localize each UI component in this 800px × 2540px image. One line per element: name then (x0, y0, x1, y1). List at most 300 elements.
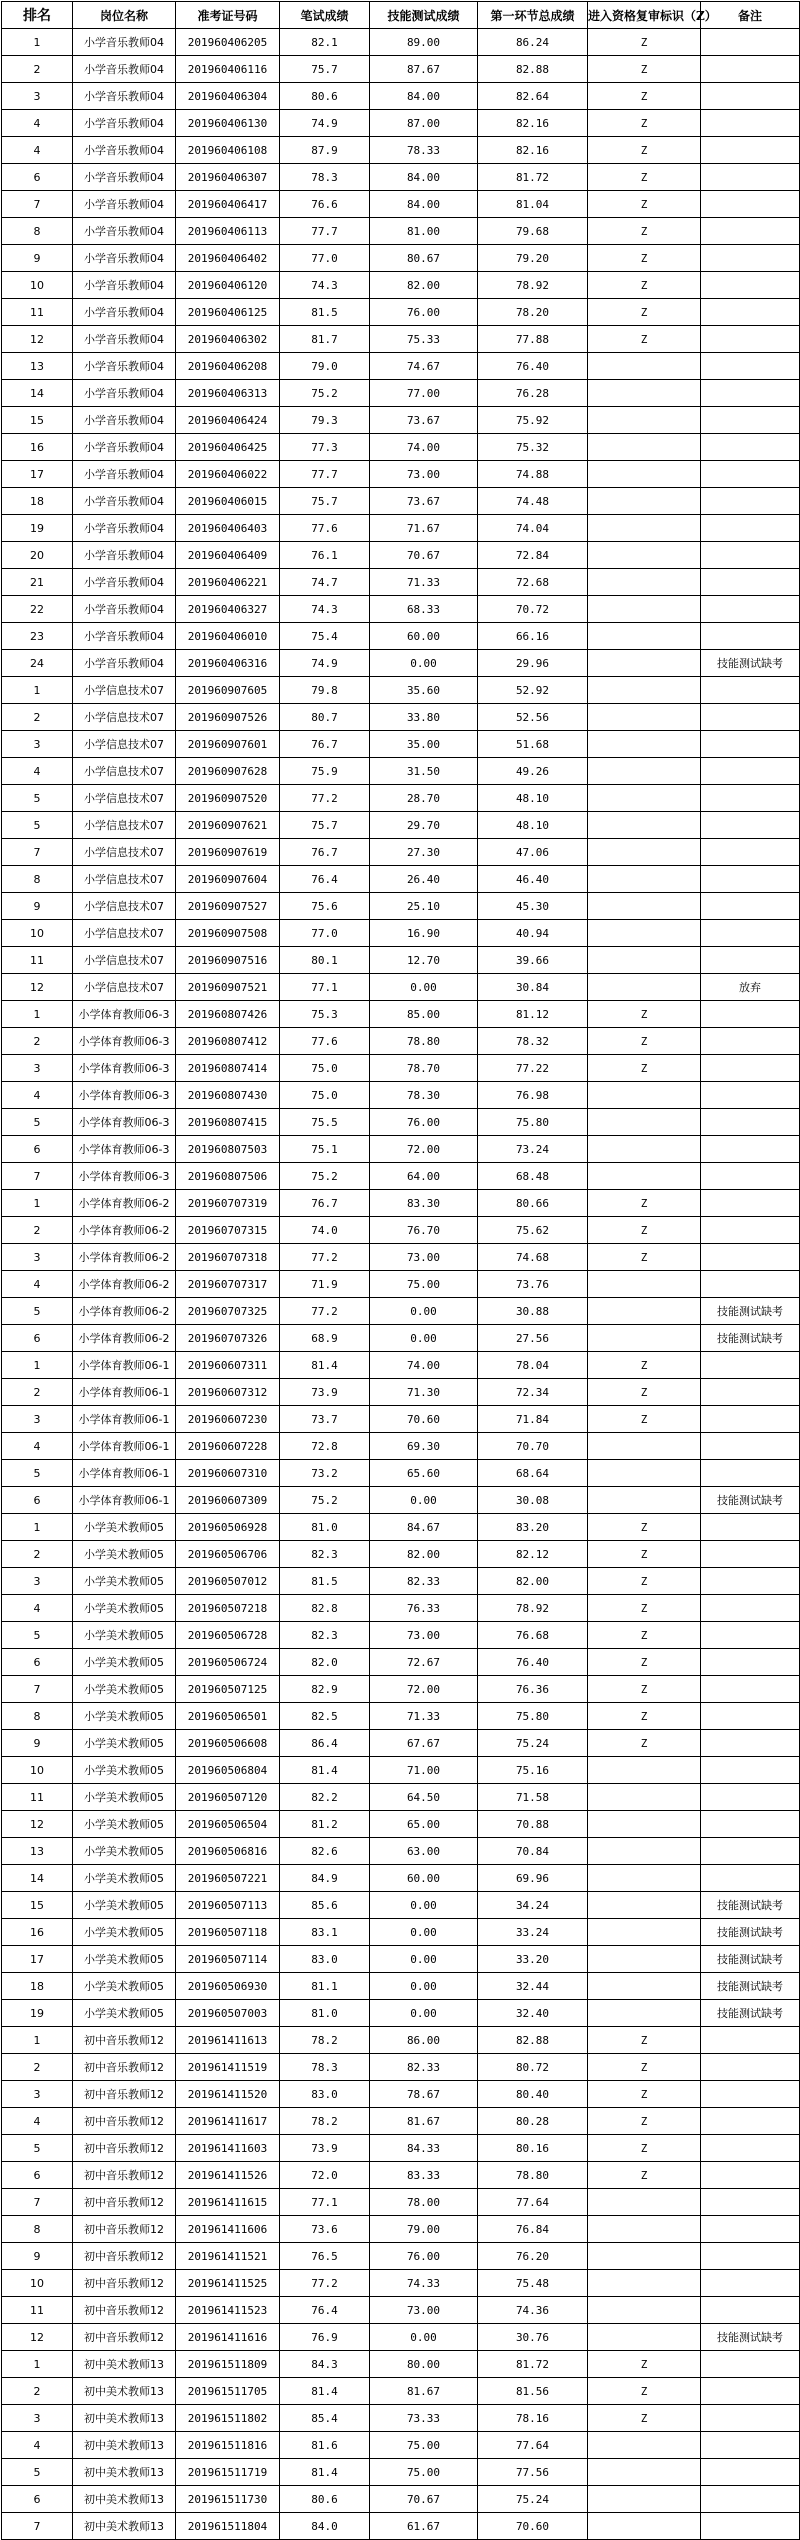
ticket-number-cell: 201961411520 (176, 2081, 280, 2108)
written-score-cell: 73.9 (280, 1379, 370, 1406)
remarks-cell (701, 1622, 800, 1649)
rank-cell: 6 (2, 2162, 73, 2189)
review-mark-cell: Z (588, 110, 701, 137)
written-score-cell: 68.9 (280, 1325, 370, 1352)
table-row (2, 2108, 800, 2135)
position-cell: 小学信息技术07 (73, 866, 176, 893)
skill-score-cell: 78.67 (370, 2081, 478, 2108)
table-row (2, 758, 800, 785)
skill-score-cell: 70.60 (370, 1406, 478, 1433)
table-row (2, 29, 800, 56)
position-cell: 小学音乐教师04 (73, 164, 176, 191)
skill-score-cell: 75.00 (370, 1271, 478, 1298)
position-cell: 初中美术教师13 (73, 2378, 176, 2405)
rank-cell: 10 (2, 2270, 73, 2297)
total-score-cell: 48.10 (478, 812, 588, 839)
ticket-number-cell: 201960507118 (176, 1919, 280, 1946)
table-row (2, 1784, 800, 1811)
skill-score-cell: 82.33 (370, 1568, 478, 1595)
review-mark-cell (588, 785, 701, 812)
skill-score-cell: 84.67 (370, 1514, 478, 1541)
total-score-cell: 82.88 (478, 2027, 588, 2054)
table-row (2, 1163, 800, 1190)
position-cell: 小学体育教师06-1 (73, 1352, 176, 1379)
ticket-number-cell: 201960907621 (176, 812, 280, 839)
ticket-number-cell: 201961411613 (176, 2027, 280, 2054)
skill-score-cell: 71.67 (370, 515, 478, 542)
ticket-number-cell: 201960907526 (176, 704, 280, 731)
total-score-cell: 76.40 (478, 353, 588, 380)
rank-cell: 6 (2, 1325, 73, 1352)
header-ticket-number: 准考证号码 (176, 2, 280, 29)
table-row (2, 1946, 800, 1973)
written-score-cell: 82.3 (280, 1541, 370, 1568)
position-cell: 初中美术教师13 (73, 2513, 176, 2540)
ticket-number-cell: 201961411617 (176, 2108, 280, 2135)
ticket-number-cell: 201960707319 (176, 1190, 280, 1217)
skill-score-cell: 80.00 (370, 2351, 478, 2378)
skill-score-cell: 80.67 (370, 245, 478, 272)
review-mark-cell (588, 461, 701, 488)
written-score-cell: 78.3 (280, 164, 370, 191)
table-row (2, 866, 800, 893)
table-row (2, 596, 800, 623)
skill-score-cell: 75.00 (370, 2459, 478, 2486)
written-score-cell: 79.8 (280, 677, 370, 704)
skill-score-cell: 74.00 (370, 434, 478, 461)
position-cell: 初中音乐教师12 (73, 2216, 176, 2243)
remarks-cell (701, 1838, 800, 1865)
skill-score-cell: 87.00 (370, 110, 478, 137)
rank-cell: 5 (2, 1109, 73, 1136)
review-mark-cell (588, 596, 701, 623)
rank-cell: 20 (2, 542, 73, 569)
table-row (2, 2459, 800, 2486)
remarks-cell (701, 110, 800, 137)
ticket-number-cell: 201960907520 (176, 785, 280, 812)
position-cell: 小学体育教师06-1 (73, 1460, 176, 1487)
table-row (2, 1595, 800, 1622)
rank-cell: 14 (2, 1865, 73, 1892)
position-cell: 小学美术教师05 (73, 1649, 176, 1676)
position-cell: 小学音乐教师04 (73, 353, 176, 380)
remarks-cell (701, 488, 800, 515)
rank-cell: 1 (2, 1352, 73, 1379)
position-cell: 小学音乐教师04 (73, 407, 176, 434)
table-row (2, 2162, 800, 2189)
ticket-number-cell: 201960406113 (176, 218, 280, 245)
total-score-cell: 70.60 (478, 2513, 588, 2540)
ticket-number-cell: 201960406125 (176, 299, 280, 326)
written-score-cell: 77.1 (280, 2189, 370, 2216)
position-cell: 小学信息技术07 (73, 839, 176, 866)
remarks-cell (701, 1406, 800, 1433)
total-score-cell: 80.72 (478, 2054, 588, 2081)
remarks-cell (701, 893, 800, 920)
remarks-cell (701, 83, 800, 110)
rank-cell: 2 (2, 2054, 73, 2081)
position-cell: 小学音乐教师04 (73, 461, 176, 488)
review-mark-cell: Z (588, 2135, 701, 2162)
ticket-number-cell: 201960907601 (176, 731, 280, 758)
review-mark-cell (588, 1271, 701, 1298)
rank-cell: 24 (2, 650, 73, 677)
written-score-cell: 82.2 (280, 1784, 370, 1811)
remarks-cell: 技能测试缺考 (701, 1946, 800, 1973)
table-row (2, 947, 800, 974)
review-mark-cell (588, 731, 701, 758)
skill-score-cell: 68.33 (370, 596, 478, 623)
written-score-cell: 74.3 (280, 596, 370, 623)
skill-score-cell: 83.33 (370, 2162, 478, 2189)
position-cell: 小学信息技术07 (73, 758, 176, 785)
total-score-cell: 75.24 (478, 2486, 588, 2513)
table-row (2, 893, 800, 920)
skill-score-cell: 60.00 (370, 1865, 478, 1892)
total-score-cell: 73.24 (478, 1136, 588, 1163)
review-mark-cell: Z (588, 272, 701, 299)
header-row (2, 2, 800, 29)
ticket-number-cell: 201960506928 (176, 1514, 280, 1541)
review-mark-cell (588, 515, 701, 542)
ticket-number-cell: 201960807506 (176, 1163, 280, 1190)
header-written-score: 笔试成绩 (280, 2, 370, 29)
review-mark-cell (588, 1136, 701, 1163)
skill-score-cell: 84.33 (370, 2135, 478, 2162)
review-mark-cell: Z (588, 1730, 701, 1757)
ticket-number-cell: 201960807412 (176, 1028, 280, 1055)
total-score-cell: 80.40 (478, 2081, 588, 2108)
written-score-cell: 74.3 (280, 272, 370, 299)
remarks-cell (701, 1217, 800, 1244)
review-mark-cell: Z (588, 191, 701, 218)
review-mark-cell: Z (588, 2108, 701, 2135)
position-cell: 小学体育教师06-2 (73, 1325, 176, 1352)
ticket-number-cell: 201960406409 (176, 542, 280, 569)
rank-cell: 4 (2, 2108, 73, 2135)
rank-cell: 6 (2, 1487, 73, 1514)
remarks-cell (701, 677, 800, 704)
total-score-cell: 75.24 (478, 1730, 588, 1757)
remarks-cell (701, 731, 800, 758)
written-score-cell: 75.0 (280, 1082, 370, 1109)
table-row (2, 623, 800, 650)
position-cell: 小学美术教师05 (73, 1865, 176, 1892)
ticket-number-cell: 201960507003 (176, 2000, 280, 2027)
ticket-number-cell: 201961411606 (176, 2216, 280, 2243)
skill-score-cell: 72.67 (370, 1649, 478, 1676)
total-score-cell: 33.20 (478, 1946, 588, 1973)
written-score-cell: 81.4 (280, 1757, 370, 1784)
remarks-cell (701, 2108, 800, 2135)
rank-cell: 17 (2, 1946, 73, 1973)
skill-score-cell: 76.70 (370, 1217, 478, 1244)
skill-score-cell: 78.33 (370, 137, 478, 164)
rank-cell: 3 (2, 1568, 73, 1595)
total-score-cell: 82.16 (478, 137, 588, 164)
rank-cell: 4 (2, 110, 73, 137)
remarks-cell (701, 1541, 800, 1568)
written-score-cell: 77.2 (280, 1298, 370, 1325)
ticket-number-cell: 201960507012 (176, 1568, 280, 1595)
ticket-number-cell: 201960406425 (176, 434, 280, 461)
position-cell: 小学体育教师06-1 (73, 1433, 176, 1460)
total-score-cell: 73.76 (478, 1271, 588, 1298)
table-row (2, 1757, 800, 1784)
review-mark-cell: Z (588, 1514, 701, 1541)
position-cell: 小学音乐教师04 (73, 218, 176, 245)
remarks-cell (701, 2486, 800, 2513)
review-mark-cell: Z (588, 1622, 701, 1649)
table-row (2, 2513, 800, 2540)
total-score-cell: 48.10 (478, 785, 588, 812)
remarks-cell (701, 1460, 800, 1487)
position-cell: 小学音乐教师04 (73, 191, 176, 218)
ticket-number-cell: 201960506724 (176, 1649, 280, 1676)
remarks-cell: 技能测试缺考 (701, 650, 800, 677)
rank-cell: 9 (2, 1730, 73, 1757)
table-row (2, 1838, 800, 1865)
table-row (2, 2270, 800, 2297)
table-row (2, 2324, 800, 2351)
table-row (2, 1487, 800, 1514)
position-cell: 小学信息技术07 (73, 704, 176, 731)
table-row (2, 1568, 800, 1595)
remarks-cell (701, 569, 800, 596)
table-row (2, 920, 800, 947)
skill-score-cell: 78.30 (370, 1082, 478, 1109)
skill-score-cell: 73.00 (370, 461, 478, 488)
table-row (2, 677, 800, 704)
table-row (2, 353, 800, 380)
review-mark-cell (588, 1163, 701, 1190)
remarks-cell (701, 947, 800, 974)
ticket-number-cell: 201960907527 (176, 893, 280, 920)
table-row (2, 164, 800, 191)
skill-score-cell: 33.80 (370, 704, 478, 731)
ticket-number-cell: 201960507120 (176, 1784, 280, 1811)
rank-cell: 1 (2, 1514, 73, 1541)
skill-score-cell: 87.67 (370, 56, 478, 83)
review-mark-cell: Z (588, 2351, 701, 2378)
skill-score-cell: 64.50 (370, 1784, 478, 1811)
ticket-number-cell: 201960506706 (176, 1541, 280, 1568)
position-cell: 初中音乐教师12 (73, 2270, 176, 2297)
rank-cell: 19 (2, 2000, 73, 2027)
table-row (2, 1055, 800, 1082)
skill-score-cell: 75.33 (370, 326, 478, 353)
total-score-cell: 70.88 (478, 1811, 588, 1838)
table-row (2, 2351, 800, 2378)
position-cell: 初中音乐教师12 (73, 2189, 176, 2216)
review-mark-cell (588, 1865, 701, 1892)
written-score-cell: 75.2 (280, 1163, 370, 1190)
rank-cell: 5 (2, 812, 73, 839)
header-remarks: 备注 (701, 2, 800, 29)
review-mark-cell (588, 2243, 701, 2270)
position-cell: 小学音乐教师04 (73, 515, 176, 542)
rank-cell: 19 (2, 515, 73, 542)
table-row (2, 839, 800, 866)
table-row (2, 1028, 800, 1055)
review-mark-cell (588, 866, 701, 893)
rank-cell: 18 (2, 488, 73, 515)
position-cell: 小学信息技术07 (73, 812, 176, 839)
written-score-cell: 74.9 (280, 650, 370, 677)
review-mark-cell: Z (588, 326, 701, 353)
table-row (2, 974, 800, 1001)
ticket-number-cell: 201960406108 (176, 137, 280, 164)
rank-cell: 2 (2, 56, 73, 83)
total-score-cell: 75.80 (478, 1703, 588, 1730)
skill-score-cell: 67.67 (370, 1730, 478, 1757)
position-cell: 初中美术教师13 (73, 2351, 176, 2378)
rank-cell: 7 (2, 2189, 73, 2216)
remarks-cell (701, 1163, 800, 1190)
table-row (2, 137, 800, 164)
written-score-cell: 77.1 (280, 974, 370, 1001)
skill-score-cell: 86.00 (370, 2027, 478, 2054)
total-score-cell: 81.72 (478, 164, 588, 191)
position-cell: 小学美术教师05 (73, 1730, 176, 1757)
remarks-cell: 放弃 (701, 974, 800, 1001)
remarks-cell (701, 2027, 800, 2054)
written-score-cell: 81.5 (280, 299, 370, 326)
review-mark-cell: Z (588, 1676, 701, 1703)
header-skill-score: 技能测试成绩 (370, 2, 478, 29)
total-score-cell: 76.84 (478, 2216, 588, 2243)
position-cell: 小学体育教师06-2 (73, 1217, 176, 1244)
table-row (2, 650, 800, 677)
ticket-number-cell: 201960607230 (176, 1406, 280, 1433)
position-cell: 小学体育教师06-1 (73, 1487, 176, 1514)
table-row (2, 1811, 800, 1838)
rank-cell: 16 (2, 434, 73, 461)
skill-score-cell: 60.00 (370, 623, 478, 650)
table-row (2, 2297, 800, 2324)
written-score-cell: 82.8 (280, 1595, 370, 1622)
ticket-number-cell: 201960506504 (176, 1811, 280, 1838)
written-score-cell: 77.3 (280, 434, 370, 461)
table-row (2, 2081, 800, 2108)
review-mark-cell (588, 1298, 701, 1325)
total-score-cell: 52.56 (478, 704, 588, 731)
remarks-cell (701, 2513, 800, 2540)
review-mark-cell (588, 407, 701, 434)
total-score-cell: 30.88 (478, 1298, 588, 1325)
ticket-number-cell: 201960406205 (176, 29, 280, 56)
ticket-number-cell: 201961411615 (176, 2189, 280, 2216)
total-score-cell: 78.20 (478, 299, 588, 326)
written-score-cell: 86.4 (280, 1730, 370, 1757)
rank-cell: 11 (2, 2297, 73, 2324)
written-score-cell: 73.7 (280, 1406, 370, 1433)
table-row (2, 56, 800, 83)
total-score-cell: 76.98 (478, 1082, 588, 1109)
review-mark-cell (588, 812, 701, 839)
position-cell: 小学美术教师05 (73, 1811, 176, 1838)
total-score-cell: 79.68 (478, 218, 588, 245)
remarks-cell (701, 2216, 800, 2243)
skill-score-cell: 71.33 (370, 569, 478, 596)
ticket-number-cell: 201960907628 (176, 758, 280, 785)
total-score-cell: 32.40 (478, 2000, 588, 2027)
ticket-number-cell: 201960807430 (176, 1082, 280, 1109)
table-row (2, 731, 800, 758)
total-score-cell: 76.36 (478, 1676, 588, 1703)
rank-cell: 2 (2, 2378, 73, 2405)
written-score-cell: 81.4 (280, 2378, 370, 2405)
ticket-number-cell: 201960607312 (176, 1379, 280, 1406)
total-score-cell: 78.04 (478, 1352, 588, 1379)
total-score-cell: 72.34 (478, 1379, 588, 1406)
review-mark-cell (588, 2270, 701, 2297)
total-score-cell: 76.68 (478, 1622, 588, 1649)
remarks-cell (701, 1001, 800, 1028)
written-score-cell: 81.4 (280, 1352, 370, 1379)
skill-score-cell: 82.00 (370, 272, 478, 299)
written-score-cell: 79.3 (280, 407, 370, 434)
table-row (2, 407, 800, 434)
review-mark-cell: Z (588, 1055, 701, 1082)
review-mark-cell: Z (588, 2027, 701, 2054)
total-score-cell: 78.92 (478, 272, 588, 299)
remarks-cell (701, 1109, 800, 1136)
review-mark-cell (588, 650, 701, 677)
table-row (2, 1352, 800, 1379)
skill-score-cell: 81.67 (370, 2378, 478, 2405)
rank-cell: 8 (2, 218, 73, 245)
remarks-cell (701, 407, 800, 434)
written-score-cell: 82.1 (280, 29, 370, 56)
rank-cell: 11 (2, 299, 73, 326)
written-score-cell: 75.7 (280, 56, 370, 83)
written-score-cell: 80.6 (280, 2486, 370, 2513)
written-score-cell: 84.9 (280, 1865, 370, 1892)
position-cell: 初中美术教师13 (73, 2459, 176, 2486)
total-score-cell: 29.96 (478, 650, 588, 677)
ticket-number-cell: 201961411525 (176, 2270, 280, 2297)
position-cell: 初中音乐教师12 (73, 2135, 176, 2162)
skill-score-cell: 81.67 (370, 2108, 478, 2135)
rank-cell: 1 (2, 1190, 73, 1217)
ticket-number-cell: 201961411526 (176, 2162, 280, 2189)
review-mark-cell (588, 2486, 701, 2513)
table-row (2, 299, 800, 326)
written-score-cell: 83.0 (280, 2081, 370, 2108)
skill-score-cell: 76.00 (370, 299, 478, 326)
review-mark-cell (588, 1811, 701, 1838)
position-cell: 小学音乐教师04 (73, 542, 176, 569)
ticket-number-cell: 201960507221 (176, 1865, 280, 1892)
table-row (2, 272, 800, 299)
skill-score-cell: 73.33 (370, 2405, 478, 2432)
rank-cell: 5 (2, 2459, 73, 2486)
skill-score-cell: 89.00 (370, 29, 478, 56)
rank-cell: 11 (2, 1784, 73, 1811)
written-score-cell: 77.6 (280, 515, 370, 542)
position-cell: 小学信息技术07 (73, 677, 176, 704)
ticket-number-cell: 201960907605 (176, 677, 280, 704)
total-score-cell: 77.64 (478, 2432, 588, 2459)
remarks-cell (701, 596, 800, 623)
total-score-cell: 76.28 (478, 380, 588, 407)
total-score-cell: 78.92 (478, 1595, 588, 1622)
rank-cell: 6 (2, 1649, 73, 1676)
table-row (2, 2000, 800, 2027)
review-mark-cell: Z (588, 1190, 701, 1217)
remarks-cell: 技能测试缺考 (701, 1919, 800, 1946)
